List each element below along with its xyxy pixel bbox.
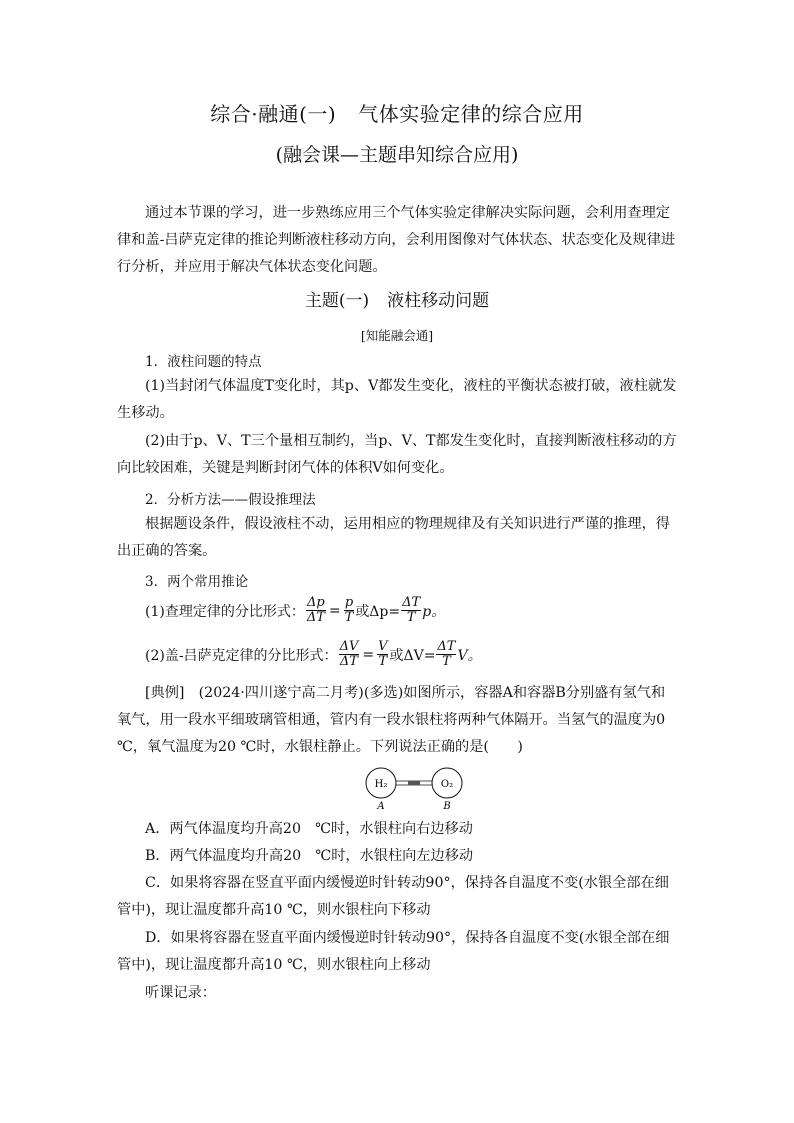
formula-2-fraction-2: $\frac{V}{T}$ — [378, 639, 388, 669]
left-gas-label: H₂ — [374, 779, 388, 790]
section-2-heading: 2．分析方法——假设推理法 — [145, 492, 316, 508]
page-title — [0, 98, 794, 127]
formula-1-prefix: (1)查理定律的分比形式： — [145, 603, 305, 620]
formula-1-fraction-2: $\frac{p}{T}$ — [344, 595, 354, 625]
formula-2-prefix: (2)盖-吕萨克定律的分比形式： — [145, 647, 338, 664]
option-a: A．两气体温度均升高20 ℃时，水银柱向右边移动 — [145, 821, 473, 837]
container-a-label: A — [377, 801, 385, 812]
option-b: B．两气体温度均升高20 ℃时，水银柱向左边移动 — [145, 848, 474, 864]
example-paragraph: [典例] (2024·四川遂宁高二月考)(多选)如图所示，容器A和容器B分别盛有氢气和氧气，用一段水平细玻璃管相通，管内有一段水银柱将两种气体隔开。当氢气的温度为0 ℃，氧气温度为20 ℃时，水银柱静止。下列说法正确的是( ) — [117, 685, 666, 756]
section-2-paragraph: 根据题设条件，假设液柱不动，运用相应的物理规律及有关知识进行严谨的推理，得出正确的答案。 — [117, 516, 670, 560]
notes-label: 听课记录： — [145, 985, 216, 1001]
page-subtitle: (融会课—主题串知综合应用) — [275, 144, 519, 166]
section-1-heading: 1．液柱问题的特点 — [145, 354, 262, 370]
formula-charles: (1)查理定律的分比形式： $\frac{\Delta p}{\Delta T}$ = $\frac{p}{T}$ 或Δp= $\frac{\Delta T}{T}$ p。 — [145, 595, 446, 625]
section-tag: [知能融会通] — [360, 328, 434, 343]
formula-2-fraction-3: $\frac{\Delta T}{T}$ — [437, 639, 456, 669]
container-diagram — [360, 766, 470, 812]
formula-gay-lussac: (2)盖-吕萨克定律的分比形式： $\frac{\Delta V}{\Delta T}$ = $\frac{V}{T}$ 或ΔV= $\frac{\Delta T}{T}$ V。 — [145, 639, 482, 669]
title-part-2: 气体实验定律的综合应用 — [358, 102, 584, 126]
topic-heading — [0, 286, 794, 311]
mercury-column — [408, 781, 420, 785]
container-b-label: B — [443, 801, 451, 812]
section-3-heading: 3．两个常用推论 — [145, 574, 249, 590]
section-1-paragraph-1: (1)当封闭气体温度T变化时，其p、V都发生变化，液柱的平衡状态被打破，液柱就发生移动。 — [117, 378, 677, 422]
title-part-1: 综合·融通(一) — [210, 102, 337, 126]
formula-1-fraction-3: $\frac{\Delta T}{T}$ — [402, 595, 421, 625]
formula-1-fraction-1: $\frac{\Delta p}{\Delta T}$ — [306, 595, 325, 625]
option-c: C．如果将容器在竖直平面内缓慢逆时针转动90°，保持各自温度不变(水银全部在细管中)，现让温度都升高10 ℃，则水银柱向下移动 — [117, 875, 669, 919]
right-gas-label: O₂ — [440, 779, 454, 790]
topic-label: 主题(一) — [304, 291, 370, 311]
formula-2-fraction-1: $\frac{\Delta V}{\Delta T}$ — [339, 639, 359, 669]
section-1-paragraph-2: (2)由于p、V、T三个量相互制约，当p、V、T都发生变化时，直接判断液柱移动的方向比较困难，关键是判断封闭气体的体积V如何变化。 — [117, 433, 677, 477]
topic-name: 液柱移动问题 — [387, 291, 490, 311]
option-d: D．如果将容器在竖直平面内缓慢逆时针转动90°，保持各自温度不变(水银全部在细管中)，现让温度都升高10 ℃，则水银柱向上移动 — [117, 930, 670, 974]
intro-paragraph: 通过本节课的学习，进一步熟练应用三个气体实验定律解决实际问题，会利用查理定律和盖-吕萨克定律的推论判断液柱移动方向，会利用图像对气体状态、状态变化及规律进行分析，并应用于解决气体状态变化问题。 — [117, 205, 676, 276]
